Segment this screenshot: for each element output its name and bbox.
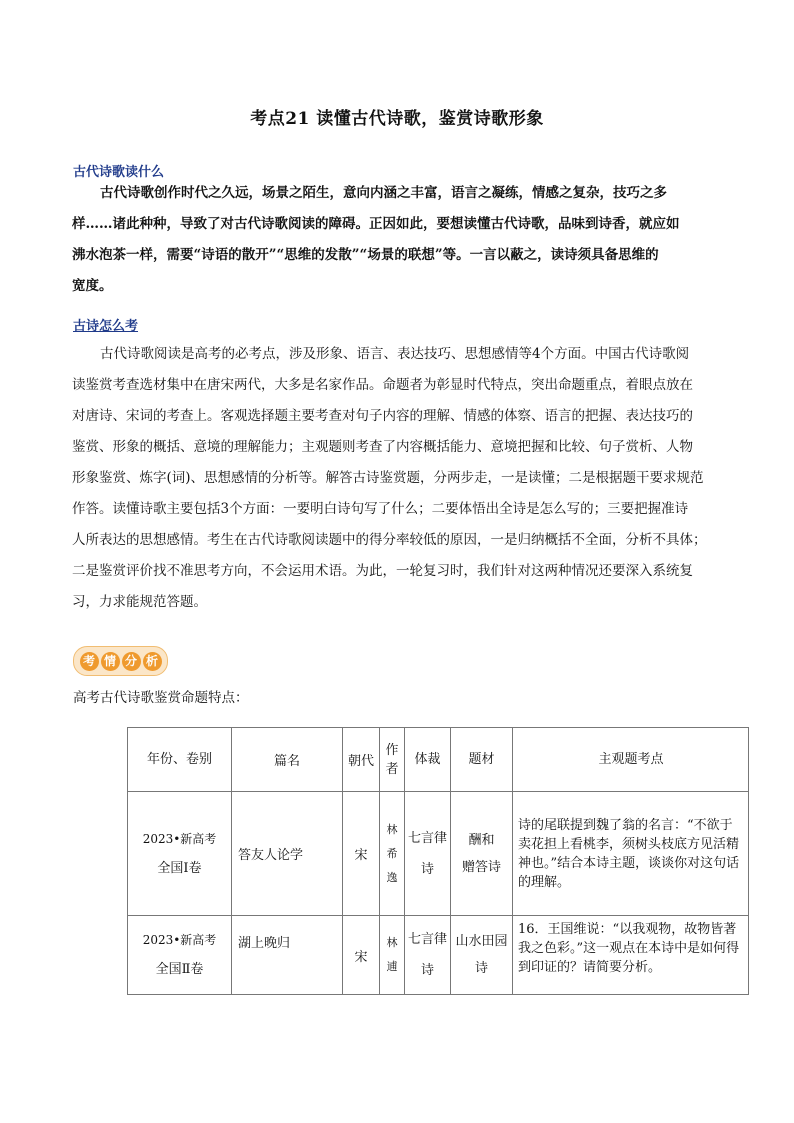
cell-year <box>128 916 232 995</box>
cell-author <box>380 792 405 916</box>
badge-char: 情 <box>101 652 120 671</box>
exam-analysis-badge <box>73 646 168 676</box>
cell-genre <box>405 792 451 916</box>
paragraph-line: 对唐诗、宋词的考查上。客观选择题主要考查对句子内容的理解、情感的体察、语言的把握、表达技巧的 <box>72 408 693 424</box>
paragraph-line: 形象鉴赏、炼字(词)、思想感情的分析等。解答古诗鉴赏题，分两步走，一是读懂；二是根据题干要求规范 <box>72 470 704 486</box>
cell-year-exam: 2023•新高考 <box>142 831 217 846</box>
header-title: 篇名 <box>232 728 343 792</box>
cell-author <box>380 916 405 995</box>
cell-author-text: 林逋 <box>386 936 398 973</box>
cell-topic <box>451 916 513 995</box>
header-year: 年份、卷别 <box>128 728 232 792</box>
paragraph-line: 宽度。 <box>72 278 113 294</box>
cell-dynasty: 宋 <box>343 792 380 916</box>
badge-char: 析 <box>143 652 162 671</box>
section-heading-what-to-read: 古代诗歌读什么 <box>73 165 165 180</box>
cell-year-exam: 2023•新高考 <box>142 933 217 947</box>
cell-year-paper: 全国Ⅰ卷 <box>157 860 202 876</box>
header-question: 主观题考点 <box>513 728 749 792</box>
badge-char: 考 <box>80 652 99 671</box>
section-how-tested-body <box>72 339 724 618</box>
cell-genre <box>405 916 451 995</box>
cell-year-paper: 全国Ⅱ卷 <box>155 962 204 977</box>
cell-topic-line1: 山水田园 <box>455 934 508 949</box>
paragraph-line: 样……诸此种种，导致了对古代诗歌阅读的障碍。正因如此，要想读懂古代诗歌，品味到诗香，就应如 <box>72 216 680 232</box>
paragraph-line: 沸水泡茶一样，需要“诗语的散开”“思维的发散”“场景的联想”等。一言以蔽之，读诗须具备思维的 <box>72 247 659 263</box>
table-intro: 高考古代诗歌鉴赏命题特点： <box>73 690 249 706</box>
cell-author-text: 林希逸 <box>386 822 398 884</box>
cell-genre-line2: 诗 <box>420 963 434 978</box>
paragraph-line: 古代诗歌创作时代之久远，场景之陌生，意向内涵之丰富，语言之凝练，情感之复杂，技巧之多 <box>100 185 667 201</box>
page-title: 考点21 读懂古代诗歌，鉴赏诗歌形象 <box>250 109 544 129</box>
header-topic: 题材 <box>451 728 513 792</box>
header-dynasty: 朝代 <box>343 728 380 792</box>
cell-topic-line2: 诗 <box>474 961 488 976</box>
exam-table <box>127 727 749 995</box>
cell-question: 诗的尾联提到魏了翁的名言：“不欲于卖花担上看桃李，须树头枝底方见活精神也。”结合本诗主题，谈谈你对这句话的理解。 <box>513 792 749 916</box>
cell-genre-line1: 七言律 <box>407 830 447 846</box>
cell-year <box>128 792 232 916</box>
cell-title: 答友人论学 <box>232 792 343 916</box>
cell-genre-line1: 七言律 <box>407 932 447 947</box>
paragraph-line: 习，力求能规范答题。 <box>72 594 207 610</box>
paragraph-line: 人所表达的思想感情。考生在古代诗歌阅读题中的得分率较低的原因，一是归纳概括不全面，分析不具体； <box>72 532 707 548</box>
paragraph-line: 鉴赏、形象的概括、意境的理解能力；主观题则考查了内容概括能力、意境把握和比较、句子赏析、人物 <box>72 439 693 455</box>
section-heading-how-tested: 古诗怎么考 <box>73 319 139 334</box>
cell-topic-line1: 酬和 <box>468 832 495 848</box>
paragraph-line: 读鉴赏考查选材集中在唐宋两代，大多是名家作品。命题者为彰显时代特点，突出命题重点，着眼点放在 <box>72 377 693 393</box>
cell-question: 16．王国维说：“以我观物，故物皆著我之色彩。”这一观点在本诗中是如何得到印证的？请简要分析。 <box>513 916 749 995</box>
cell-topic-line2: 赠答诗 <box>461 859 501 875</box>
header-author <box>380 728 405 792</box>
header-author-text: 作者 <box>385 742 399 777</box>
cell-title: 湖上晚归 <box>232 916 343 995</box>
cell-genre-line2: 诗 <box>420 861 434 877</box>
cell-topic <box>451 792 513 916</box>
badge-char: 分 <box>122 652 141 671</box>
section-what-to-read-body <box>72 178 724 302</box>
paragraph-line: 二是鉴赏评价找不准思考方向，不会运用术语。为此，一轮复习时，我们针对这两种情况还要深入系统复 <box>72 563 693 579</box>
header-genre: 体裁 <box>405 728 451 792</box>
table-row <box>128 792 749 916</box>
cell-dynasty: 宋 <box>343 916 380 995</box>
paragraph-line: 古代诗歌阅读是高考的必考点，涉及形象、语言、表达技巧、思想感情等4个方面。中国古代诗歌阅 <box>100 346 690 362</box>
paragraph-line: 作答。读懂诗歌主要包括3个方面：一要明白诗句写了什么；二要体悟出全诗是怎么写的；三要把握准诗 <box>72 501 689 517</box>
table-row <box>128 916 749 995</box>
table-header-row <box>128 728 749 792</box>
